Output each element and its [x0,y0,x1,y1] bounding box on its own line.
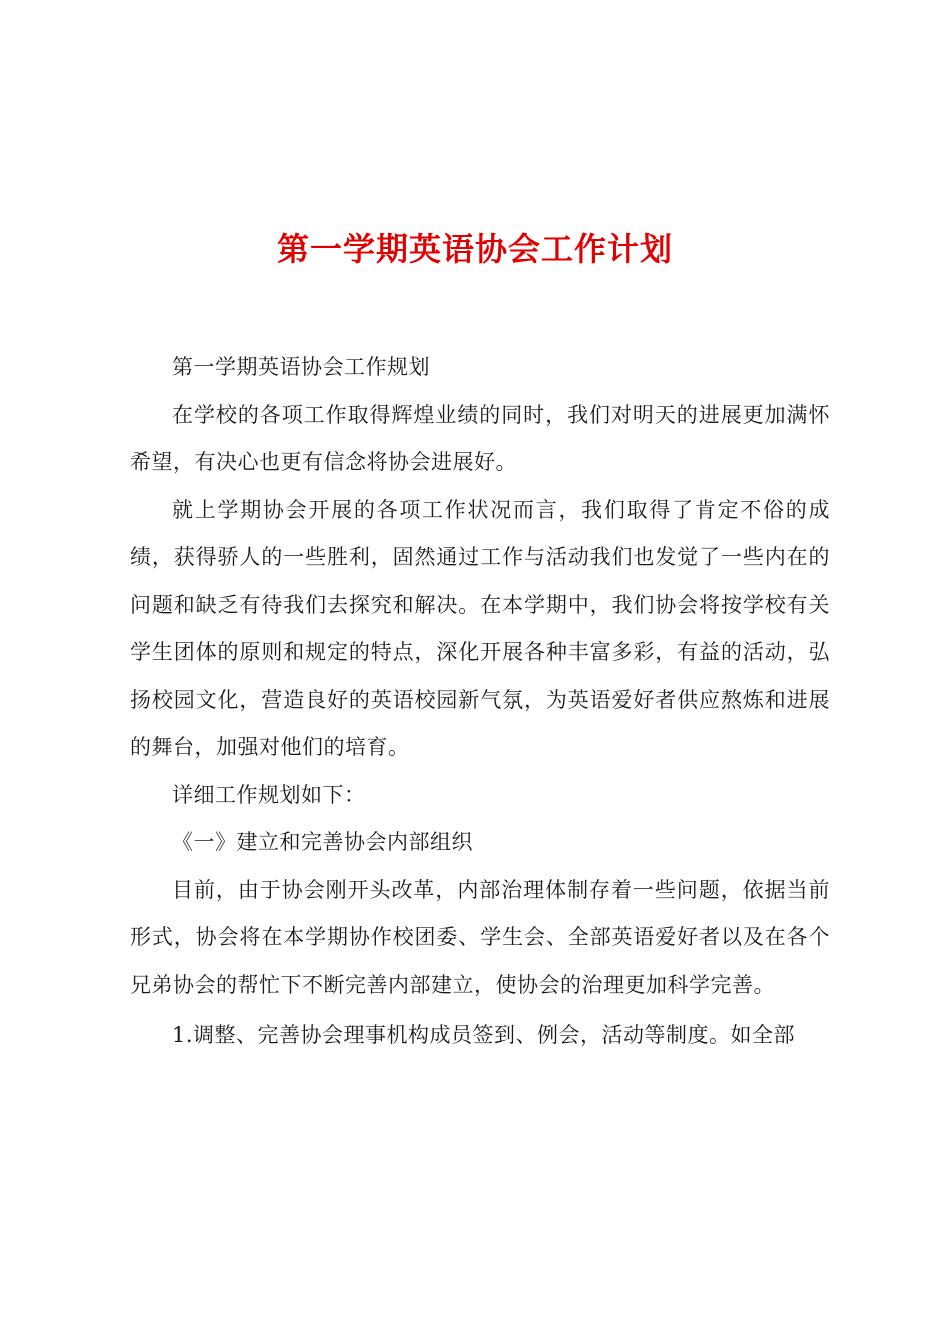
paragraph-organization: 目前，由于协会刚开头改革，内部治理体制存着一些问题，依据当前形式，协会将在本学期协作校团委、学生会、全部英语爱好者以及在各个兄弟协会的帮忙下不断完善内部建立，使协会的治理更加科学完善。 [130,877,830,997]
document-title: 第一学期英语协会工作计划 [276,230,673,269]
paragraph-plan-heading: 详细工作规划如下： [172,782,366,807]
paragraph-subtitle: 第一学期英语协会工作规划 [172,355,430,379]
section-heading-1: 《一》建立和完善协会内部组织 [172,830,473,854]
paragraph-review: 就上学期协会开展的各项工作状况而言，我们取得了肯定不俗的成绩，获得骄人的一些胜利，固然通过工作与活动我们也发觉了一些内在的问题和缺乏有待我们去探究和解决。在本学期中，我们协会将按学校有关学生团体的原则和规定的特点，深化开展各种丰富多彩，有益的活动，弘扬校园文化，营造良好的英语校园新气氛，为英语爱好者供应熬炼和进展的舞台，加强对他们的培育。 [130,497,830,759]
paragraph-intro: 在学校的各项工作取得辉煌业绩的同时，我们对明天的进展更加满怀希望，有决心也更有信念将协会进展好。 [130,402,830,474]
list-item-1: 1.调整、完善协会理事机构成员签到、例会，活动等制度。如全部 [172,1023,796,1047]
document-body [130,344,830,1060]
